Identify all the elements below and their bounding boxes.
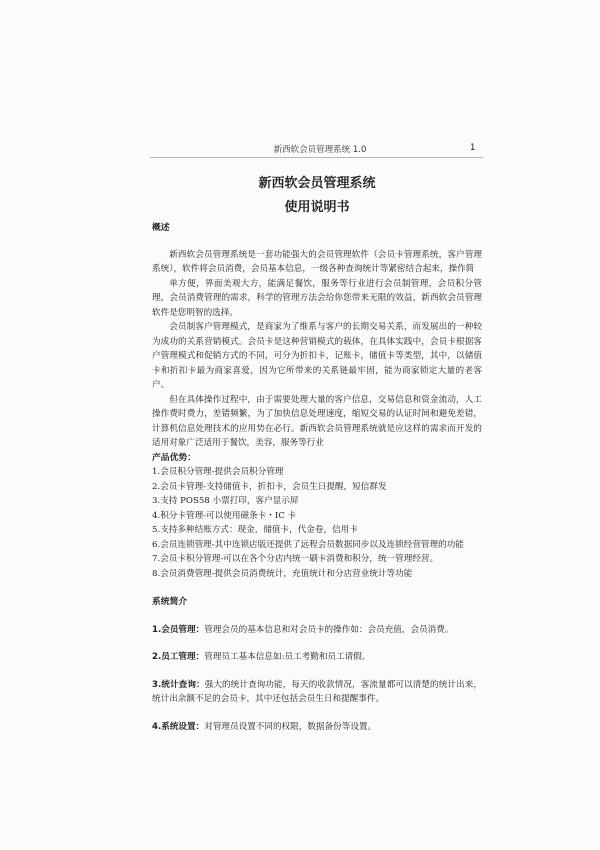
overview-paragraph: 但在具体操作过程中，由于需要处理大量的客户信息，交易信息和资金流动，人工操作费时费力，差错频繁，为了加快信息处理速度，缩短交易的认证时间和避免差错，计算机信息处理技术的应用势在必行。新西软会员管理系统就是应这样的需求而开发的适用对象广泛适用于餐饮，美容，服务等行业: [152, 394, 482, 448]
running-header: 新西软会员管理系统 1.0: [273, 145, 367, 155]
advantage-item: 2.会员卡管理-支持储值卡，折扣卡，会员生日提醒，短信群发: [152, 481, 387, 492]
document-body: [152, 168, 482, 734]
system-item-text: 强大的统计查询功能，每天的收款情况，客流量都可以清楚的统计出来，统计出余额不足的会员卡，其中还包括会员生日和提醒事件。: [152, 679, 482, 704]
advantage-item: 7.会员卡积分管理-可以在各个分店内统一刷卡消费和积分，统一管理经营。: [152, 554, 439, 564]
document-title: 新西软会员管理系统: [258, 176, 376, 191]
overview-paragraph: 新西软会员管理系统是一套功能强大的会员管理软件（会员卡管理系统，客户管理系统），软件将会员消费，会员基本信息，一级各种查询统计等紧密结合起来，操作简: [152, 249, 482, 274]
system-item-stats: [152, 678, 482, 707]
advantage-item: 6.会员连锁管理-其中连锁店版还提供了远程会员数据同步以及连锁经营管理的功能: [152, 539, 464, 550]
system-item-text: 对管理员设置不同的权限，数据备份等设置。: [204, 721, 377, 732]
overview-heading: 概述: [152, 223, 170, 233]
page-number: 1: [470, 143, 476, 153]
system-item-label: 2.员工管理：: [152, 652, 205, 662]
document-subtitle: 使用说明书: [284, 200, 350, 215]
system-item-member: [152, 623, 482, 638]
advantage-item: 8.会员消费管理-提供会员消费统计，充值统计和分店营业统计等功能: [152, 568, 413, 579]
system-item-text: 管理员工基本信息如:员工考勤和员工请假。: [204, 652, 371, 662]
advantages-heading: 产品优势：: [152, 452, 196, 463]
header-rule: [150, 157, 483, 158]
system-heading: 系统简介: [152, 597, 188, 607]
advantage-item: 1.会员积分管理-提供会员积分管理: [152, 467, 284, 477]
advantage-item: 4.积分卡管理-可以使用磁条卡・IC 卡: [152, 510, 297, 521]
system-item-label: 1.会员管理：: [152, 624, 205, 635]
advantage-item: 3.支持 POS58 小票打印，客户显示屏: [152, 496, 299, 506]
system-item-settings: [152, 720, 482, 735]
system-item-label: 3.统计查询：: [152, 679, 205, 690]
system-item-label: 4.系统设置：: [152, 721, 205, 732]
overview-paragraph: 会员制客户管理模式，是商家为了维系与客户的长期交易关系，而发展出的一种较为成功的关系营销模式。会员卡是这种营销模式的载体，在具体实践中，会员卡根据客户管理模式和促销方式的不同，可分为折扣卡，记账卡，储值卡等类型，其中，以储值卡和折扣卡最为商家喜爱，因为它所带来的关系链最牢固，能为商家锁定大量的老客户。: [152, 322, 482, 390]
advantage-item: 5.支持多种结账方式：现金，储值卡，代金卷，信用卡: [152, 525, 358, 535]
system-item-text: 管理会员的基本信息和对会员卡的操作如：会员充值，会员消费。: [204, 624, 454, 635]
system-item-staff: [152, 650, 482, 665]
overview-paragraph: 单方便，界面美观大方，能满足餐饮，服务等行业进行会员制管理，会员积分管理，会员消费管理的需求，科学的管理方法会给你您带来无限的效益，新西软会员管理软件是您明智的选择。: [152, 278, 482, 318]
